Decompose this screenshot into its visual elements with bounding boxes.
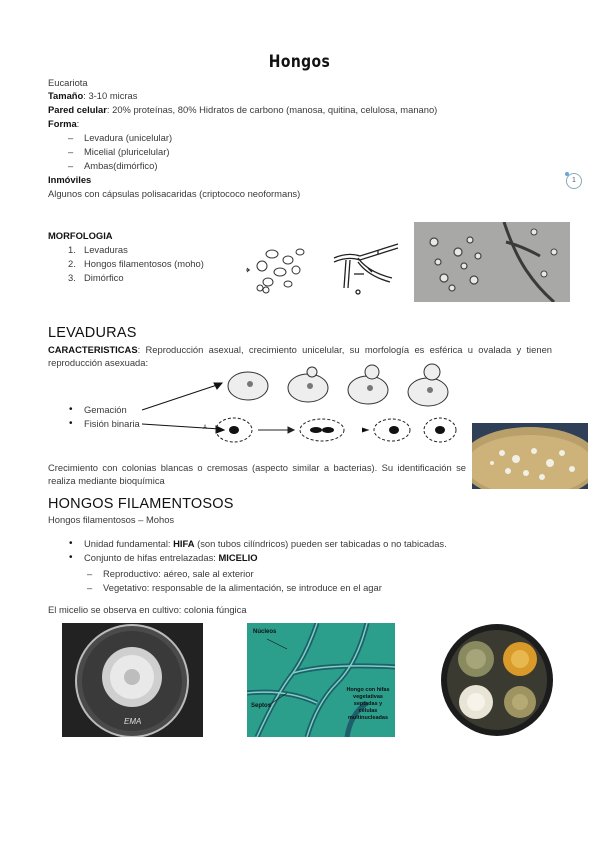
size-line [48, 89, 137, 102]
forma-item: – Micelial (pluricelular) [84, 145, 169, 158]
item-text: Hongos filamentosos (moho) [84, 258, 204, 269]
hyphae-micrograph [247, 623, 395, 737]
filamentosos-heading: HONGOS FILAMENTOSOS [48, 496, 234, 512]
wall-label: Pared celular [48, 104, 107, 115]
hyphae-description-label: Hongo con hifas vegetativas septadas y células multinucleadas [346, 687, 390, 721]
gemacion-bullet: • Gemación [84, 403, 127, 416]
micelio-sub-item: – Vegetativo: responsable de la alimentación, se introduce en el agar [103, 581, 382, 594]
item-text: Dimórfico [84, 272, 124, 283]
micelio-sub-item: – Reproductivo: aéreo, sale al exterior [103, 567, 254, 580]
hifa-post: (son tubos cilíndricos) pueden ser tabicadas o no tabicadas. [194, 538, 447, 549]
morfologia-item [68, 243, 128, 256]
caracteristicas-text: : Reproducción asexual, crecimiento unicelular, su morfología es esférica u ovalada y tienen reproducción asexuada: [48, 344, 552, 369]
caracteristicas-label: CARACTERISTICAS [48, 344, 138, 355]
wall-value: : 20% proteínas, 80% Hidratos de carbono (manosa, quitina, celulosa, manano) [106, 104, 438, 115]
size-label: Tamaño [48, 90, 84, 101]
nucleos-label: Núcleos [253, 629, 277, 635]
wall-line [48, 103, 437, 116]
petri-dish-photo [62, 623, 203, 737]
page-title: Hongos [268, 52, 331, 72]
budding-drawing [220, 362, 460, 408]
septos-label: Septos [251, 703, 272, 709]
plate-text: EMA [124, 717, 142, 726]
micelio-text: El micelio se observa en cultivo: colonia fúngica [48, 604, 247, 615]
fision-bullet: • Fisión binaria [84, 417, 140, 430]
forma-line [48, 117, 79, 130]
morfologia-item [68, 271, 124, 284]
forma-colon: : [76, 118, 80, 129]
page-number-badge[interactable]: 1 [566, 173, 582, 189]
microscopy-photo [414, 222, 570, 302]
hifa-bold: HIFA [173, 538, 195, 549]
hifa-bullet [84, 537, 447, 550]
size-value: : 3-10 micras [83, 90, 138, 101]
binary-fission-drawing [212, 412, 462, 448]
filamentosos-subtitle: Hongos filamentosos – Mohos [48, 514, 175, 525]
yeast-colony-photo [472, 423, 588, 489]
levaduras-heading: LEVADURAS [48, 325, 137, 341]
inmoviles-text: Inmóviles [48, 174, 92, 185]
item-text: Levaduras [84, 244, 128, 255]
capsulas-text: Algunos con cápsulas polisacaridas (criptococo neoformans) [48, 188, 301, 199]
morfologia-item [68, 257, 204, 270]
colony-plate-photo [440, 623, 555, 737]
hyphae-drawing [328, 238, 404, 298]
eucariota-text: Eucariota [48, 77, 88, 88]
item-number: 2. [68, 258, 76, 269]
forma-label: Forma [48, 118, 77, 129]
forma-item: – Ambas(dimórfico) [84, 159, 157, 172]
fig-label-a: A [203, 425, 208, 431]
morfologia-heading: MORFOLOGIA [48, 230, 113, 241]
hifa-pre: Unidad fundamental: [84, 538, 174, 549]
crecimiento-paragraph: Crecimiento con colonias blancas o cremosas (aspecto similar a bacterias). Su identificación se realiza mediante bioquímica [48, 462, 466, 487]
micelio-pre: Conjunto de hifas entrelazadas: [84, 552, 219, 563]
micelio-bullet [84, 551, 258, 564]
forma-item: – Levadura (unicelular) [84, 131, 172, 144]
micelio-bold: MICELIO [218, 552, 258, 563]
item-number: 1. [68, 244, 76, 255]
item-number: 3. [68, 272, 76, 283]
yeast-cells-drawing [244, 240, 310, 298]
